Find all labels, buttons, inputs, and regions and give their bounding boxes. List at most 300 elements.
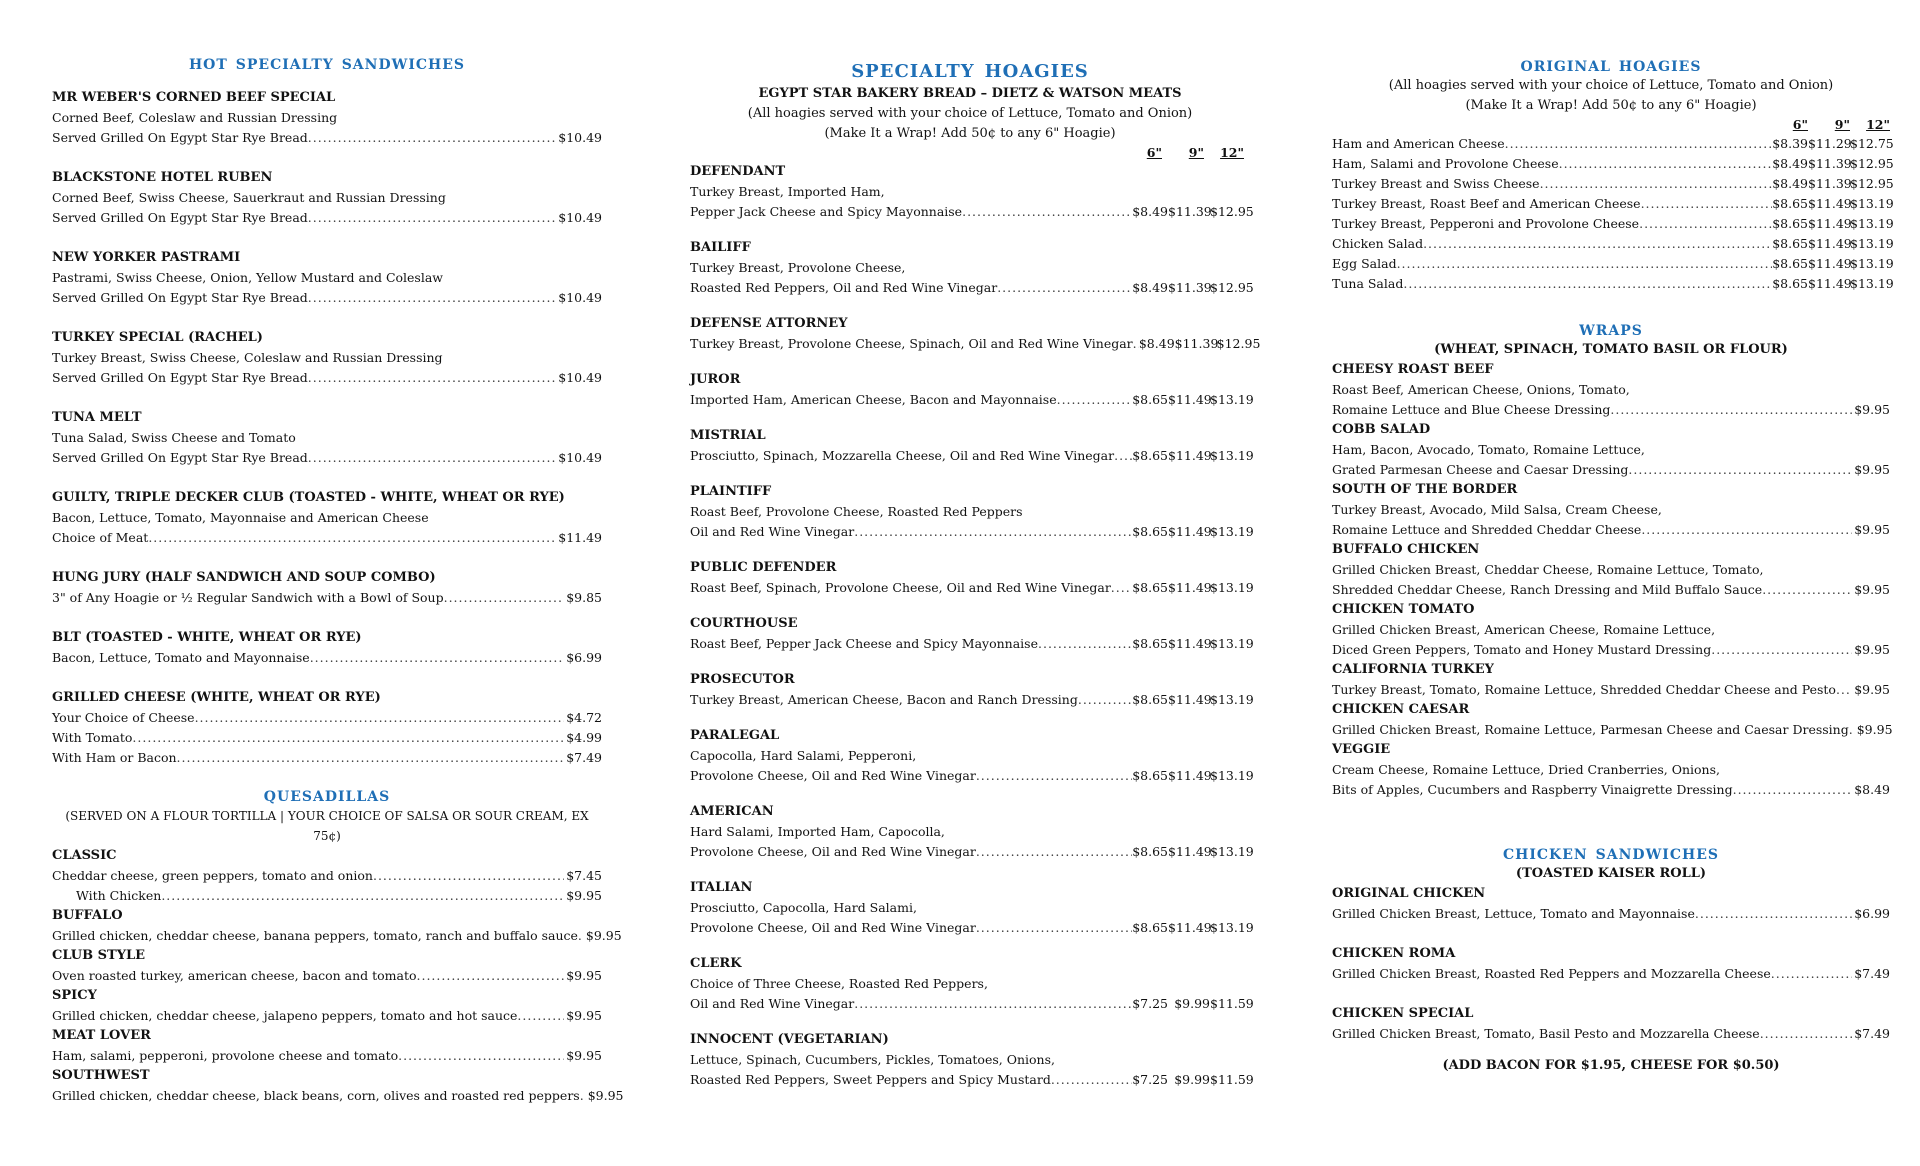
item-name: VEGGIE (1332, 742, 1391, 757)
item-price: $7.49 (1854, 966, 1890, 981)
dot-leader (1038, 634, 1132, 654)
item-price: $9.95 (1854, 682, 1890, 697)
item-description: Provolone Cheese, Oil and Red Wine Vinegar (690, 920, 976, 935)
chicken-subtitle: (TOASTED KAISER ROLL) (1515, 866, 1707, 881)
menu-item (52, 168, 602, 228)
spacer (52, 388, 602, 408)
dot-leader (1733, 780, 1853, 800)
item-description: Grilled Chicken Breast, Cheddar Cheese, Romaine Lettuce, Tomato, (1332, 562, 1764, 577)
item-description: Tuna Salad (1332, 276, 1404, 291)
dot-leader (1836, 680, 1852, 700)
item-description: Grated Parmesan Cheese and Caesar Dressing (1332, 462, 1629, 477)
item-description: Corned Beef, Swiss Cheese, Sauerkraut and Russian Dressing (52, 190, 446, 205)
item-description: Tuna Salad, Swiss Cheese and Tomato (52, 430, 296, 445)
price-line (690, 918, 1254, 938)
menu-item (690, 426, 1254, 466)
menu-item (690, 314, 1261, 354)
price-line (690, 842, 1254, 862)
item-description: Turkey Breast, Imported Ham, (690, 184, 885, 199)
price-12-inch: $13.19 (1210, 636, 1254, 651)
price-group (1132, 390, 1254, 410)
hot-sandwiches-list (52, 88, 602, 688)
price-line (1332, 680, 1890, 700)
item-price: $9.95 (1854, 402, 1890, 417)
price-line (1332, 234, 1894, 254)
size-12-label: 12" (1220, 145, 1244, 160)
price-6-inch: $8.65 (1772, 276, 1808, 291)
menu-item (52, 88, 602, 148)
price-line (690, 522, 1254, 542)
menu-item (690, 482, 1254, 542)
price-12-inch: $12.95 (1850, 156, 1894, 171)
item-description: Grilled chicken, cheddar cheese, banana peppers, tomato, ranch and buffalo sauce (52, 928, 578, 943)
price-9-inch: $11.49 (1808, 256, 1852, 271)
menu-item (1332, 944, 1890, 984)
price-6-inch: $7.25 (1132, 1072, 1168, 1087)
price-line (690, 202, 1254, 222)
item-name: ORIGINAL CHICKEN (1332, 886, 1486, 901)
price-line (52, 708, 602, 728)
price-line (52, 728, 602, 748)
price-group (1772, 154, 1894, 174)
item-name: GUILTY, TRIPLE DECKER CLUB (TOASTED - WHITE, WHEAT OR RYE) (52, 490, 565, 505)
item-description: Roast Beef, Provolone Cheese, Roasted Red Peppers (690, 504, 1023, 519)
spacer (52, 308, 602, 328)
item-description: 3" of Any Hoagie or ½ Regular Sandwich with a Bowl of Soup (52, 590, 444, 605)
price-group (1772, 234, 1894, 254)
price-line (52, 1006, 602, 1026)
quesadillas-subtitle: (SERVED ON A FLOUR TORTILLA | YOUR CHOICE OF SALSA OR SOUR CREAM, EX 75¢) (65, 809, 589, 843)
dot-leader (177, 748, 565, 768)
price-line (690, 334, 1261, 354)
price-group (1772, 194, 1894, 214)
price-group (1132, 522, 1254, 542)
item-price: $9.85 (566, 590, 602, 605)
price-6-inch: $8.49 (1132, 280, 1168, 295)
specialty-hoagies-list (690, 162, 1261, 1090)
price-9-inch: $11.49 (1808, 236, 1852, 251)
menu-item (690, 370, 1254, 410)
price-9-inch: $11.39 (1808, 156, 1852, 171)
item-price: $8.49 (1854, 782, 1890, 797)
item-price: $10.49 (558, 290, 602, 305)
item-name: BAILIFF (690, 240, 751, 255)
item-description: Turkey Breast, Tomato, Romaine Lettuce, Shredded Cheddar Cheese and Pesto (1332, 682, 1836, 697)
item-description: Ham, Bacon, Avocado, Tomato, Romaine Lettuce, (1332, 442, 1645, 457)
price-6-inch: $8.49 (1138, 336, 1175, 351)
item-price: $7.49 (1854, 1026, 1890, 1041)
price-line (690, 578, 1254, 598)
item-description: Pepper Jack Cheese and Spicy Mayonnaise (690, 204, 963, 219)
price-9-inch: $11.49 (1168, 692, 1212, 707)
item-price: $6.99 (566, 650, 602, 665)
price-9-inch: $11.49 (1808, 196, 1852, 211)
dot-leader (1403, 274, 1772, 294)
price-group (1132, 578, 1254, 598)
price-12-inch: $13.19 (1210, 448, 1254, 463)
dot-leader (1641, 194, 1772, 214)
price-9-inch: $11.49 (1168, 768, 1212, 783)
price-12-inch: $13.19 (1850, 256, 1894, 271)
price-6-inch: $8.65 (1132, 448, 1168, 463)
menu-item (1332, 884, 1890, 924)
size-6-label: 6" (1792, 117, 1808, 132)
price-group (1132, 994, 1254, 1014)
item-description: Shredded Cheddar Cheese, Ranch Dressing and Mild Buffalo Sauce (1332, 582, 1763, 597)
price-line (690, 390, 1254, 410)
item-name: COURTHOUSE (690, 616, 798, 631)
price-line (1332, 174, 1894, 194)
item-description: Ham, salami, pepperoni, provolone cheese and tomato (52, 1048, 399, 1063)
item-description: Pastrami, Swiss Cheese, Onion, Yellow Mustard and Coleslaw (52, 270, 443, 285)
item-name: CHICKEN TOMATO (1332, 602, 1475, 617)
item-name: BUFFALO CHICKEN (1332, 542, 1480, 557)
dot-leader (1641, 520, 1852, 540)
size-header (690, 144, 1250, 162)
item-description: Grilled Chicken Breast, Tomato, Basil Pesto and Mozzarella Cheese (1332, 1026, 1760, 1041)
wraps-subtitle: (WHEAT, SPINACH, TOMATO BASIL OR FLOUR) (1434, 342, 1788, 357)
item-description: Roast Beef, Pepper Jack Cheese and Spicy Mayonnaise (690, 636, 1038, 651)
price-line (1332, 640, 1890, 660)
item-description: Chicken Salad (1332, 236, 1424, 251)
price-line (1332, 154, 1894, 174)
original-subtitle-toppings: (All hoagies served with your choice of Lettuce, Tomato and Onion) (1388, 78, 1834, 93)
price-12-inch: $12.95 (1850, 176, 1894, 191)
price-line (1332, 214, 1894, 234)
item-name: SOUTH OF THE BORDER (1332, 482, 1518, 497)
item-price: $4.72 (566, 710, 602, 725)
price-line (52, 966, 602, 986)
menu-item (690, 670, 1254, 710)
spacer (52, 608, 602, 628)
price-line (1332, 1024, 1890, 1044)
price-line (1332, 520, 1890, 540)
menu-item (52, 328, 602, 388)
spacer (52, 148, 602, 168)
size-12-label: 12" (1866, 117, 1890, 132)
price-9-inch: $11.49 (1168, 580, 1212, 595)
item-price: $9.95 (1854, 582, 1890, 597)
price-9-inch: $11.49 (1808, 276, 1852, 291)
menu-item (52, 568, 602, 608)
price-line (1332, 194, 1894, 214)
item-name: PLAINTIFF (690, 484, 772, 499)
dot-leader (308, 288, 556, 308)
menu-item (52, 248, 602, 308)
item-description: Ham, Salami and Provolone Cheese (1332, 156, 1559, 171)
price-line (52, 288, 602, 308)
price-12-inch: $12.75 (1850, 136, 1894, 151)
item-name: CHICKEN ROMA (1332, 946, 1456, 961)
dot-leader (310, 648, 565, 668)
item-name: NEW YORKER PASTRAMI (52, 250, 241, 265)
price-line (52, 448, 602, 468)
price-line (52, 926, 622, 946)
dot-leader (1762, 580, 1852, 600)
chicken-sandwiches-list (1332, 884, 1890, 1044)
item-name: MISTRIAL (690, 428, 766, 443)
price-line (690, 446, 1254, 466)
dot-leader (1639, 214, 1772, 234)
item-name: BLT (TOASTED - WHITE, WHEAT OR RYE) (52, 630, 362, 645)
quesadillas-list (52, 906, 624, 1106)
dot-leader (148, 528, 556, 548)
price-9-inch: $11.49 (1168, 448, 1212, 463)
item-description: Grilled chicken, cheddar cheese, jalapeno peppers, tomato and hot sauce (52, 1008, 518, 1023)
item-description: Provolone Cheese, Oil and Red Wine Vinegar (690, 844, 976, 859)
price-6-inch: $8.65 (1772, 256, 1808, 271)
price-group (1132, 690, 1254, 710)
item-name: DEFENDANT (690, 164, 786, 179)
dot-leader (398, 1046, 564, 1066)
price-group (1132, 842, 1254, 862)
price-line (1332, 274, 1894, 294)
column-right (1332, 52, 1894, 1076)
price-line (690, 634, 1254, 654)
menu-item (690, 238, 1254, 298)
spacer (52, 548, 602, 568)
menu-item (690, 162, 1254, 222)
price-12-inch: $13.19 (1210, 844, 1254, 859)
dot-leader (854, 522, 1132, 542)
item-name: DEFENSE ATTORNEY (690, 316, 848, 331)
item-description: Imported Ham, American Cheese, Bacon and Mayonnaise (690, 392, 1057, 407)
price-9-inch: $11.49 (1168, 920, 1212, 935)
menu-item (690, 954, 1254, 1014)
price-9-inch: $9.99 (1174, 1072, 1210, 1087)
grilled-cheese-block (52, 688, 602, 768)
price-group (1772, 254, 1894, 274)
item-description: Grilled Chicken Breast, Romaine Lettuce, Parmesan Cheese and Caesar Dressing (1332, 722, 1849, 737)
item-description: Oil and Red Wine Vinegar (690, 524, 855, 539)
item-name: PARALEGAL (690, 728, 780, 743)
dot-leader (976, 766, 1132, 786)
item-description: Grilled Chicken Breast, Roasted Red Peppers and Mozzarella Cheese (1332, 966, 1771, 981)
menu-item (52, 408, 602, 468)
item-name: CALIFORNIA TURKEY (1332, 662, 1494, 677)
dot-leader (1628, 460, 1852, 480)
menu-item (52, 488, 602, 548)
price-9-inch: $9.99 (1174, 996, 1210, 1011)
price-6-inch: $8.65 (1772, 236, 1808, 251)
price-line (1332, 580, 1890, 600)
item-name: SPICY (52, 988, 97, 1003)
price-12-inch: $12.95 (1210, 280, 1254, 295)
dot-leader (132, 728, 564, 748)
item-description: Roast Beef, American Cheese, Onions, Tomato, (1332, 382, 1630, 397)
item-description: Turkey Breast, Provolone Cheese, (690, 260, 906, 275)
item-price: $9.95 (1854, 522, 1890, 537)
price-line (52, 208, 602, 228)
item-description: Turkey Breast, Avocado, Mild Salsa, Cream Cheese, (1332, 502, 1662, 517)
price-line (690, 278, 1254, 298)
price-9-inch: $11.39 (1808, 176, 1852, 191)
menu-item (52, 628, 602, 668)
price-9-inch: $11.39 (1168, 204, 1212, 219)
price-line (1332, 134, 1894, 154)
spacer (52, 468, 602, 488)
item-price: $10.49 (558, 370, 602, 385)
dot-leader (1423, 234, 1772, 254)
item-name: GRILLED CHEESE (WHITE, WHEAT OR RYE) (52, 690, 381, 705)
item-description: Cheddar cheese, green peppers, tomato and onion (52, 868, 373, 883)
dot-leader (976, 918, 1132, 938)
item-name: CHICKEN CAESAR (1332, 702, 1470, 717)
original-hoagies-title: original hoagies (1520, 52, 1702, 76)
dot-leader (308, 368, 556, 388)
item-description: Prosciutto, Spinach, Mozzarella Cheese, Oil and Red Wine Vinegar (690, 448, 1115, 463)
item-description: Served Grilled On Egypt Star Rye Bread (52, 450, 308, 465)
price-group (1138, 334, 1261, 354)
item-price: $11.49 (558, 530, 602, 545)
item-price: $9.95 (566, 1008, 602, 1023)
dot-leader (962, 202, 1132, 222)
dot-leader (997, 278, 1132, 298)
price-line (52, 1086, 624, 1106)
item-price: $4.99 (566, 730, 602, 745)
item-description: Cream Cheese, Romaine Lettuce, Dried Cranberries, Onions, (1332, 762, 1720, 777)
item-description: Turkey Breast and Swiss Cheese (1332, 176, 1540, 191)
item-description: With Tomato (52, 730, 133, 745)
item-name: MEAT LOVER (52, 1028, 151, 1043)
price-12-inch: $13.19 (1210, 920, 1254, 935)
dot-leader (1610, 400, 1852, 420)
menu-item (690, 878, 1254, 938)
price-6-inch: $8.49 (1772, 156, 1808, 171)
price-line (52, 648, 602, 668)
dot-leader (161, 886, 564, 906)
price-6-inch: $8.65 (1132, 524, 1168, 539)
price-group (1772, 214, 1894, 234)
dot-leader (1114, 446, 1132, 466)
item-price: $10.49 (558, 210, 602, 225)
price-9-inch: $11.39 (1168, 280, 1212, 295)
price-group (1132, 918, 1254, 938)
dot-leader (517, 1006, 564, 1026)
size-header (1332, 116, 1890, 134)
item-description: Served Grilled On Egypt Star Rye Bread (52, 130, 308, 145)
item-name: PROSECUTOR (690, 672, 795, 687)
price-6-inch: $8.65 (1132, 580, 1168, 595)
price-6-inch: $8.49 (1772, 176, 1808, 191)
price-group (1132, 446, 1254, 466)
item-description: Grilled Chicken Breast, American Cheese, Romaine Lettuce, (1332, 622, 1716, 637)
quesadillas-title: quesadillas (263, 782, 391, 806)
item-price: $10.49 (558, 450, 602, 465)
item-description: Bits of Apples, Cucumbers and Raspberry Vinaigrette Dressing (1332, 782, 1733, 797)
original-subtitle-wrap: (Make It a Wrap! Add 50¢ to any 6" Hoagie) (1465, 98, 1757, 113)
item-price: $9.95 (1854, 642, 1890, 657)
item-description: Ham and American Cheese (1332, 136, 1505, 151)
price-6-inch: $8.39 (1772, 136, 1808, 151)
item-description: Roast Beef, Spinach, Provolone Cheese, Oil and Red Wine Vinegar (690, 580, 1111, 595)
price-6-inch: $8.65 (1132, 636, 1168, 651)
price-line (52, 866, 602, 886)
dot-leader (1771, 964, 1852, 984)
dot-leader (308, 208, 556, 228)
item-name: PUBLIC DEFENDER (690, 560, 837, 575)
price-9-inch: $11.49 (1168, 844, 1212, 859)
price-12-inch: $13.19 (1210, 524, 1254, 539)
price-line (690, 766, 1254, 786)
item-description: Grilled Chicken Breast, Lettuce, Tomato and Mayonnaise (1332, 906, 1695, 921)
menu-item (690, 726, 1254, 786)
price-group (1132, 278, 1254, 298)
price-12-inch: $13.19 (1210, 392, 1254, 407)
item-description: Lettuce, Spinach, Cucumbers, Pickles, Tomatoes, Onions, (690, 1052, 1055, 1067)
item-name: TUNA MELT (52, 410, 142, 425)
price-line (1332, 400, 1890, 420)
price-12-inch: $13.19 (1210, 768, 1254, 783)
price-line (1332, 254, 1894, 274)
price-6-inch: $8.65 (1132, 920, 1168, 935)
price-9-inch: $11.29 (1808, 136, 1852, 151)
price-line (52, 128, 602, 148)
price-12-inch: $11.59 (1210, 996, 1254, 1011)
price-6-inch: $8.65 (1132, 844, 1168, 859)
dot-leader (854, 994, 1132, 1014)
dot-leader (1397, 254, 1772, 274)
item-name: ITALIAN (690, 880, 753, 895)
item-price: $9.95 (585, 928, 622, 943)
price-line (690, 1070, 1254, 1090)
dot-leader (1078, 690, 1132, 710)
item-name: BLACKSTONE HOTEL RUBEN (52, 170, 273, 185)
price-6-inch: $8.65 (1132, 692, 1168, 707)
item-description: Turkey Breast, Roast Beef and American Cheese (1332, 196, 1641, 211)
item-description: Prosciutto, Capocolla, Hard Salami, (690, 900, 917, 915)
price-group (1772, 134, 1894, 154)
size-9-label: 9" (1188, 145, 1204, 160)
item-description: Oil and Red Wine Vinegar (690, 996, 855, 1011)
dot-leader (373, 866, 564, 886)
item-name: AMERICAN (690, 804, 774, 819)
item-description: Romaine Lettuce and Shredded Cheddar Cheese (1332, 522, 1642, 537)
item-price: $9.95 (587, 1088, 624, 1103)
item-description: Choice of Meat (52, 530, 149, 545)
price-9-inch: $11.49 (1168, 636, 1212, 651)
item-name: INNOCENT (VEGETARIAN) (690, 1032, 889, 1047)
price-12-inch: $13.19 (1850, 216, 1894, 231)
item-price: $7.49 (566, 750, 602, 765)
price-6-inch: $8.65 (1132, 768, 1168, 783)
item-description: Roasted Red Peppers, Oil and Red Wine Vinegar (690, 280, 998, 295)
item-description: Turkey Breast, Swiss Cheese, Coleslaw and Russian Dressing (52, 350, 443, 365)
size-6-label: 6" (1146, 145, 1162, 160)
price-6-inch: $8.65 (1132, 392, 1168, 407)
item-description: Your Choice of Cheese (52, 710, 195, 725)
item-description: Turkey Breast, American Cheese, Bacon and Ranch Dressing (690, 692, 1078, 707)
item-name: CLERK (690, 956, 742, 971)
item-description: Oven roasted turkey, american cheese, bacon and tomato (52, 968, 417, 983)
item-description: Roasted Red Peppers, Sweet Peppers and Spicy Mustard (690, 1072, 1051, 1087)
specialty-subtitle-wrap: (Make It a Wrap! Add 50¢ to any 6" Hoagie) (824, 126, 1116, 141)
price-group (1132, 766, 1254, 786)
menu-item (690, 558, 1254, 598)
item-name: SOUTHWEST (52, 1068, 150, 1083)
chicken-sandwiches-title: chicken sandwiches (1503, 840, 1719, 864)
item-price: $9.95 (566, 1048, 602, 1063)
item-price: $10.49 (558, 130, 602, 145)
price-12-inch: $11.59 (1210, 1072, 1254, 1087)
price-group (1772, 274, 1894, 294)
chicken-footer-note: (ADD BACON FOR $1.95, CHEESE FOR $0.50) (1442, 1058, 1780, 1073)
item-price: $9.95 (566, 888, 602, 903)
item-description: Turkey Breast, Pepperoni and Provolone Cheese (1332, 216, 1640, 231)
price-12-inch: $13.19 (1850, 236, 1894, 251)
wraps-title: wraps (1579, 316, 1643, 340)
item-name: BUFFALO (52, 908, 123, 923)
